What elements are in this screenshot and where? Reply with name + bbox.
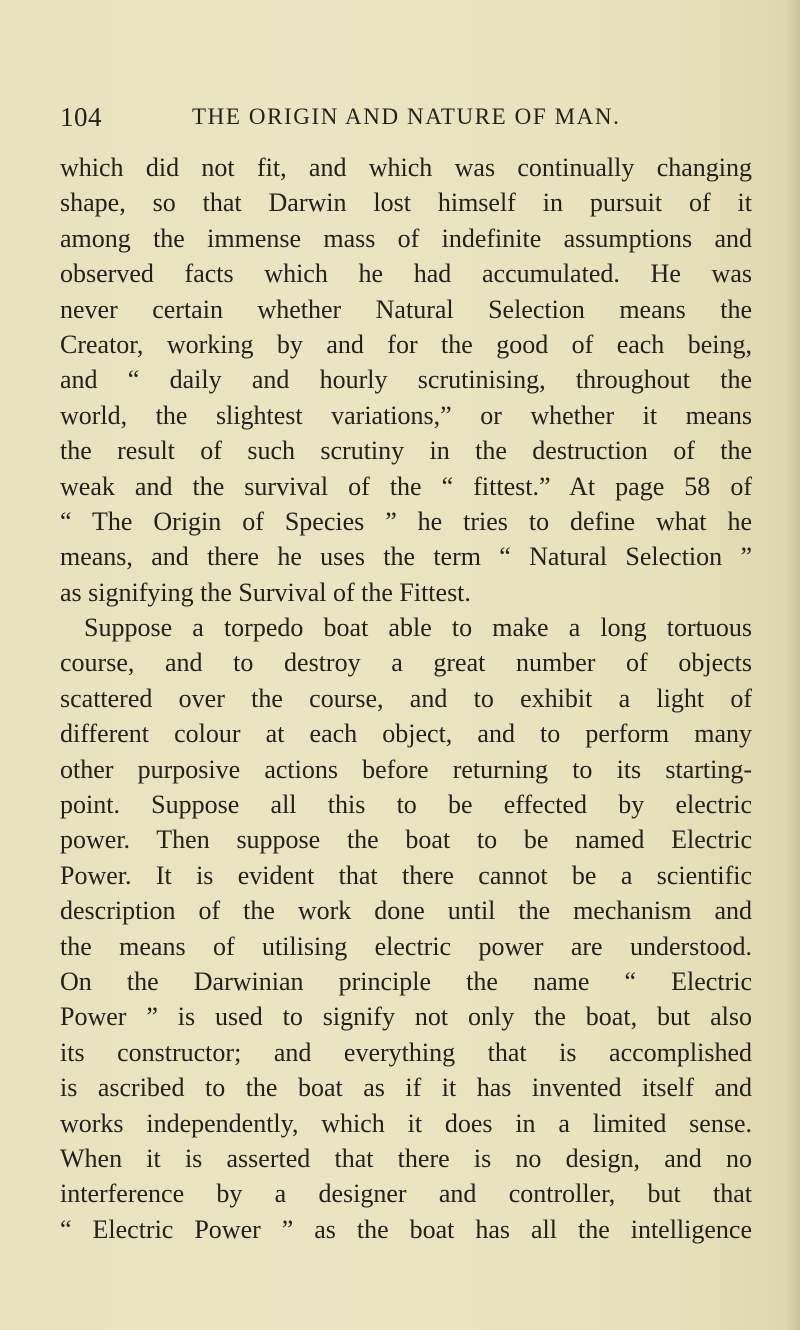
text-line: the means of utilising electric power are understood. — [60, 931, 752, 961]
text-line: “ Electric Power ” as the boat has all the intelligence — [60, 1214, 752, 1244]
paragraph-start-line: Suppose a torpedo boat able to make a long tortuous — [84, 613, 752, 643]
text-line: works independently, which it does in a limited sense. — [60, 1108, 752, 1138]
text-line: the result of such scrutiny in the destruction of the — [60, 436, 752, 466]
text-line: observed facts which he had accumulated. He was — [60, 259, 752, 289]
text-line: interference by a designer and controller, but that — [60, 1179, 752, 1209]
page-number: 104 — [60, 102, 102, 132]
text-line: weak and the survival of the “ fittest.” At page 58 of — [60, 471, 752, 501]
running-head: THE ORIGIN AND NATURE OF MAN. — [192, 104, 621, 129]
text-line: description of the work done until the mechanism and — [60, 896, 752, 926]
text-line: scattered over the course, and to exhibit a light of — [60, 683, 752, 713]
text-line: its constructor; and everything that is accomplished — [60, 1037, 752, 1067]
text-line: is ascribed to the boat as if it has invented itself and — [60, 1073, 752, 1103]
text-line: shape, so that Darwin lost himself in pursuit of it — [60, 188, 752, 218]
text-line: Power ” is used to signify not only the boat, but also — [60, 1002, 752, 1032]
page-header — [60, 102, 750, 142]
text-line: Power. It is evident that there cannot be a scientific — [60, 860, 752, 890]
text-line: which did not fit, and which was continually changing — [60, 153, 752, 182]
text-line: means, and there he uses the term “ Natural Selection ” — [60, 542, 752, 572]
paragraph-end-line: as signifying the Survival of the Fittest. — [60, 577, 471, 607]
text-line: world, the slightest variations,” or whether it means — [60, 400, 752, 430]
page-edge-shadow — [786, 0, 800, 1330]
text-line: course, and to destroy a great number of objects — [60, 648, 752, 678]
text-line: point. Suppose all this to be effected by electric — [60, 790, 752, 820]
text-line: among the immense mass of indefinite assumptions and — [60, 223, 752, 253]
text-line: other purposive actions before returning to its starting- — [60, 754, 752, 784]
text-line: When it is asserted that there is no design, and no — [60, 1143, 752, 1173]
body-text — [60, 150, 752, 1247]
text-line: On the Darwinian principle the name “ Electric — [60, 966, 752, 996]
text-line: “ The Origin of Species ” he tries to define what he — [60, 506, 752, 536]
text-line: never certain whether Natural Selection means the — [60, 294, 752, 324]
text-line: different colour at each object, and to perform many — [60, 719, 752, 749]
text-line: power. Then suppose the boat to be named Electric — [60, 825, 752, 855]
text-line: and “ daily and hourly scrutinising, throughout the — [60, 365, 752, 395]
text-line: Creator, working by and for the good of each being, — [60, 329, 752, 359]
